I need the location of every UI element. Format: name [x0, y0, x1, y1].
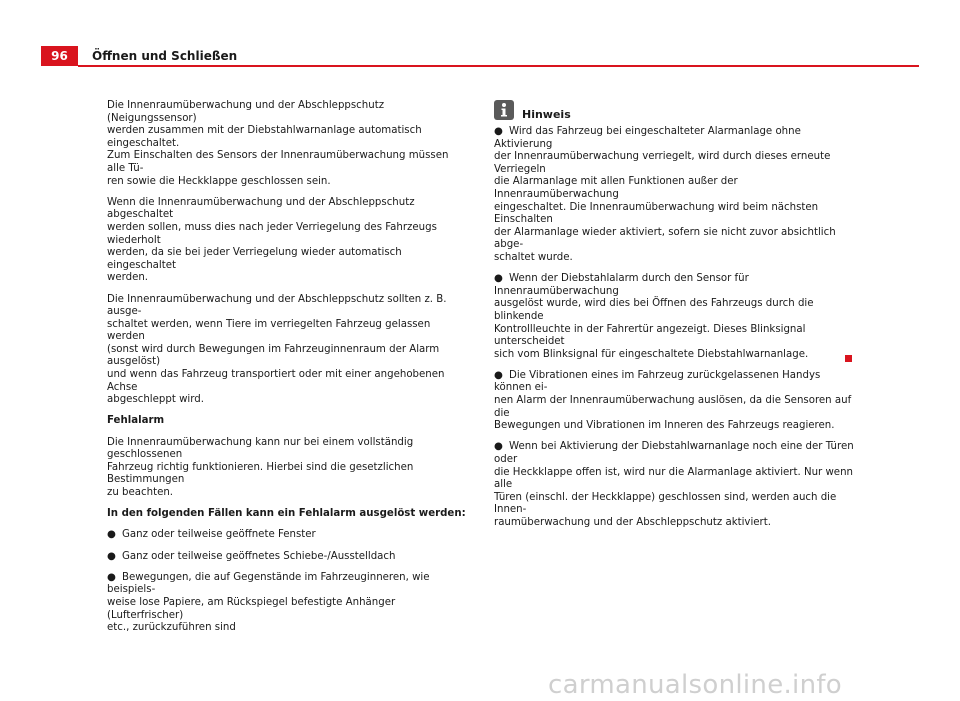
header-rule	[78, 65, 919, 67]
bullet-icon: ●	[107, 529, 116, 541]
list-item	[494, 126, 854, 265]
right-column-note	[494, 100, 854, 538]
left-column	[107, 100, 467, 643]
list-item-text: Wird das Fahrzeug bei eingeschalteter Alarmanlage ohne Aktivierung der Innenraumüberwachung verriegelt, wird durch dieses erneute Verriegeln die Alarmanlage mit allen Funktionen außer der Innenraumüberwachung eingeschaltet. Die Innenraumüberwachung wird beim nächsten Einschalten der Alarmanlage wieder aktiviert, sofern sie nicht zuvor absichtlich abge- schaltet wurde.	[494, 126, 836, 263]
list-item	[494, 370, 854, 433]
watermark: carmanualsonline.info	[548, 670, 843, 700]
list-item-text: Bewegungen, die auf Gegenstände im Fahrzeuginneren, wie beispiels- weise lose Papiere, am Rückspiegel befestigte Anhänger (Lufterfrischer) etc., zurückzuführen sind	[107, 571, 430, 634]
note-title: Hinweis	[522, 108, 571, 121]
info-icon	[494, 100, 514, 120]
page-header	[41, 46, 919, 68]
list-item-text: Die Vibrationen eines im Fahrzeug zurückgelassenen Handys können ei- nen Alarm der Innenraumüberwachung auslösen, da die Sensoren auf die Bewegungen und Vibrationen im Inneren des Fahrzeugs reagieren.	[494, 369, 852, 432]
bullet-icon: ●	[494, 126, 503, 137]
chapter-title: Öffnen und Schließen	[92, 49, 238, 63]
list-item-text: Wenn bei Aktivierung der Diebstahlwarnanlage noch eine der Türen oder die Heckklappe offen ist, wird nur die Alarmanlage aktiviert. Nur wenn alle Türen (einschl. der Heckklappe) geschlossen sind, werden auch die Innen- raumüberwachung und der Abschleppschutz aktiviert.	[494, 441, 854, 528]
page-number: 96	[41, 46, 78, 66]
list-item	[107, 572, 467, 635]
bullet-icon: ●	[494, 441, 503, 453]
bullet-icon: ●	[494, 273, 503, 285]
list-item	[494, 273, 854, 361]
paragraph-switch-off-cases: Die Innenraumüberwachung und der Abschleppschutz sollten z. B. ausge- schaltet werden, wenn Tiere im verriegelten Fahrzeug gelassen werden (sonst wird durch Bewegungen im Fahrzeuginnenraum der Alarm ausgelöst) und wenn das Fahrzeug transportiert oder mit einer angehobenen Achse abgeschleppt wird.	[107, 293, 447, 406]
paragraph-fehlalarm: Die Innenraumüberwachung kann nur bei einem vollständig geschlossenen Fahrzeug richtig funktionieren. Hierbei sind die gesetzlichen Bestimmungen zu beachten.	[107, 436, 414, 498]
list-item-text: Wenn der Diebstahlalarm durch den Sensor für Innenraumüberwachung ausgelöst wurde, wird dies bei Öffnen des Fahrzeugs durch die blinkende Kontrollleuchte in der Fahrertür angezeigt. Dieses Blinksignal unterscheidet sich vom Blinksignal für eingeschaltete Diebstahlwarnanlage.	[494, 273, 814, 360]
paragraph-deactivation: Wenn die Innenraumüberwachung und der Abschleppschutz abgeschaltet werden sollen, muss dies nach jeder Verriegelung des Fahrzeugs wiederholt werden, da sie bei jeder Verriegelung wieder automatisch eingeschaltet werden.	[107, 196, 437, 284]
list-intro: In den folgenden Fällen kann ein Fehlalarm ausgelöst werden:	[107, 508, 466, 520]
list-item	[107, 551, 467, 564]
section-heading-fehlalarm: Fehlalarm	[107, 415, 165, 427]
list-item	[107, 529, 467, 542]
list-item-text: Ganz oder teilweise geöffnetes Schiebe-/Ausstelldach	[122, 550, 396, 562]
bullet-icon: ●	[107, 550, 116, 562]
list-item	[494, 441, 854, 529]
bullet-icon: ●	[494, 369, 503, 381]
bullet-icon: ●	[107, 571, 116, 583]
paragraph-activation: Die Innenraumüberwachung und der Abschleppschutz (Neigungssensor) werden zusammen mit der Diebstahlwarnanlage automatisch eingeschaltet. Zum Einschalten des Sensors der Innenraumüberwachung müssen alle Tü- ren sowie die Heckklappe geschlossen sein.	[107, 100, 449, 187]
section-end-marker	[845, 355, 852, 362]
list-item-text: Ganz oder teilweise geöffnete Fenster	[122, 529, 316, 541]
note-header	[494, 100, 854, 126]
